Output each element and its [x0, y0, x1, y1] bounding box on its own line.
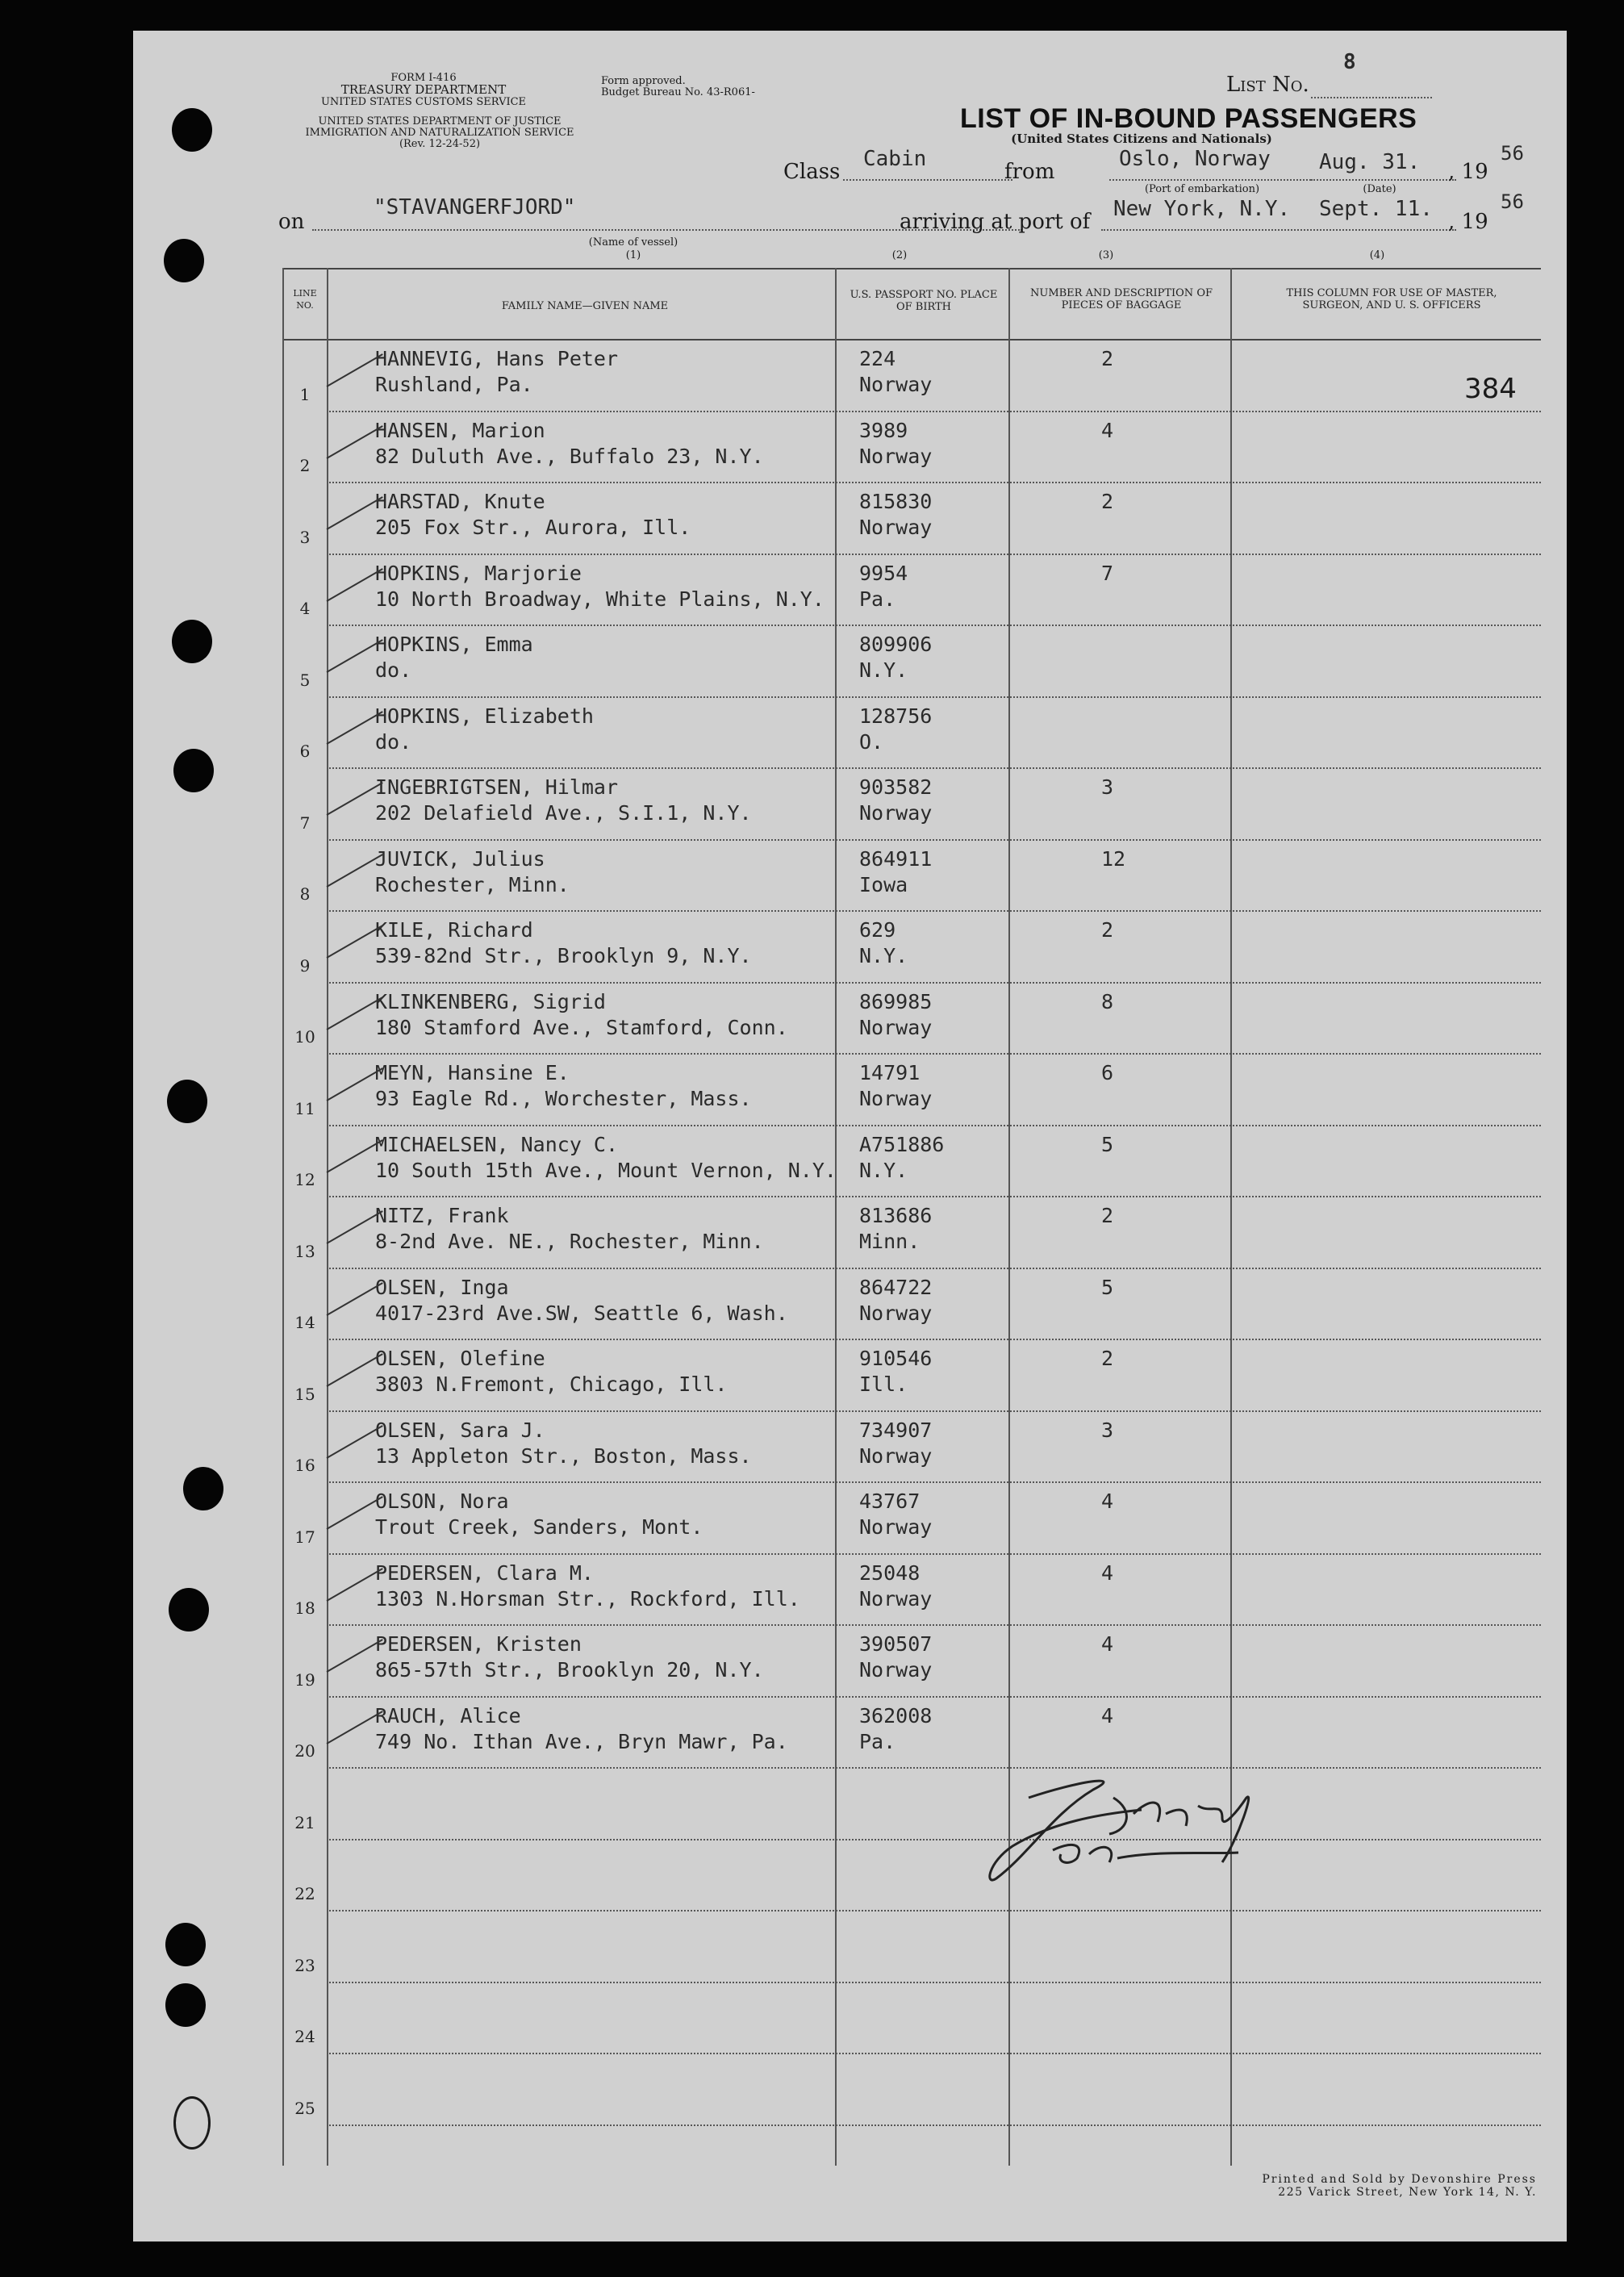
passport-number: 224 — [859, 347, 896, 370]
passenger-address: 3803 N.Fremont, Chicago, Ill. — [375, 1372, 728, 1396]
row-divider — [327, 554, 1541, 555]
line-number: 20 — [294, 1741, 315, 1761]
header-passport: U.S. PASSPORT NO. PLACE OF BIRTH — [850, 289, 998, 313]
passenger-address: 1303 N.Horsman Str., Rockford, Ill. — [375, 1586, 800, 1611]
row-divider — [327, 625, 1541, 626]
place-of-birth: Norway — [859, 1443, 933, 1468]
row-divider — [327, 482, 1541, 483]
place-of-birth: Pa. — [859, 1729, 896, 1753]
baggage-count: 4 — [1101, 1703, 1114, 1728]
row-divider — [327, 1053, 1541, 1055]
place-of-birth: Norway — [859, 516, 933, 539]
row-divider — [327, 411, 1541, 412]
arrival-year: 56 — [1501, 190, 1524, 213]
departure-date: Aug. 31. — [1319, 150, 1421, 174]
row-divider — [327, 1767, 1541, 1769]
passenger-address: 202 Delafield Ave., S.I.1, N.Y. — [375, 801, 752, 825]
arriving-label: arriving at port of — [900, 210, 1091, 234]
passenger-address: 82 Duluth Ave., Buffalo 23, N.Y. — [375, 444, 764, 468]
passenger-name: NITZ, Frank — [375, 1204, 509, 1227]
line-number: 7 — [299, 813, 311, 833]
line-number: 2 — [299, 456, 311, 475]
passenger-name: KLINKENBERG, Sigrid — [375, 989, 606, 1013]
row-divider — [327, 1339, 1541, 1340]
row-divider — [327, 1553, 1541, 1555]
line-number: 1 — [299, 384, 311, 404]
baggage-count: 2 — [1101, 490, 1114, 513]
budget-bureau: Budget Bureau No. 43-R061- — [601, 86, 755, 98]
passenger-name: OLSEN, Olefine — [375, 1347, 545, 1370]
header-name: FAMILY NAME—GIVEN NAME — [501, 300, 669, 312]
line-number: 14 — [294, 1313, 315, 1332]
footer-address: 225 Varick Street, New York 14, N. Y. — [1278, 2186, 1537, 2199]
line-number: 6 — [299, 742, 311, 761]
treasury-dept: TREASURY DEPARTMENT — [340, 82, 507, 97]
passenger-name: OLSON, Nora — [375, 1489, 509, 1513]
baggage-count: 5 — [1101, 1132, 1114, 1156]
passport-number: 815830 — [859, 490, 933, 513]
punch-hole — [173, 2096, 211, 2150]
passenger-address: 13 Appleton Str., Boston, Mass. — [375, 1443, 752, 1468]
customs-service: UNITED STATES CUSTOMS SERVICE — [320, 96, 527, 108]
line-number: 10 — [294, 1027, 315, 1047]
from-value: Oslo, Norway — [1119, 147, 1271, 171]
departure-date-line — [1311, 179, 1456, 181]
list-no-line — [1311, 97, 1432, 98]
row-divider — [327, 1696, 1541, 1698]
place-of-birth: Norway — [859, 1515, 933, 1539]
line-number: 13 — [294, 1241, 315, 1261]
from-label: from — [1004, 160, 1055, 184]
header-line-no: LINE NO. — [293, 288, 317, 311]
line-number: 22 — [294, 1884, 315, 1903]
baggage-count: 4 — [1101, 1632, 1114, 1656]
passport-number: 629 — [859, 918, 896, 942]
form-approved: Form approved. — [601, 75, 686, 87]
place-of-birth: N.Y. — [859, 658, 908, 682]
passenger-address: 10 South 15th Ave., Mount Vernon, N.Y. — [375, 1158, 837, 1182]
line-number: 15 — [294, 1384, 315, 1404]
passenger-address: 205 Fox Str., Aurora, Ill. — [375, 516, 691, 539]
place-of-birth: Norway — [859, 444, 933, 468]
line-number: 12 — [294, 1170, 315, 1189]
footer-printer: Printed and Sold by Devonshire Press — [1262, 2173, 1537, 2186]
punch-hole — [172, 620, 212, 663]
place-of-birth: Norway — [859, 1015, 933, 1039]
passenger-address: 10 North Broadway, White Plains, N.Y. — [375, 587, 825, 611]
passport-number: 734907 — [859, 1418, 933, 1442]
baggage-count: 2 — [1101, 1204, 1114, 1227]
passenger-name: HOPKINS, Emma — [375, 633, 533, 656]
row-divider — [327, 1910, 1541, 1911]
officers-col-number: (4) — [1369, 249, 1385, 261]
line-number: 4 — [299, 599, 311, 618]
passport-number: 3989 — [859, 418, 908, 442]
punch-hole — [165, 1923, 206, 1966]
year-prefix-2: , 19 — [1448, 210, 1488, 234]
place-of-birth: Norway — [859, 373, 933, 396]
passenger-name: MICHAELSEN, Nancy C. — [375, 1132, 619, 1156]
punch-hole — [167, 1080, 207, 1123]
arrival-port-line — [1101, 229, 1456, 231]
baggage-count: 4 — [1101, 1560, 1114, 1585]
passenger-name: INGEBRIGTSEN, Hilmar — [375, 775, 619, 799]
row-divider — [327, 2125, 1541, 2126]
port-embark-caption: (Port of embarkation) — [1144, 183, 1260, 195]
passport-number: 813686 — [859, 1204, 933, 1227]
line-number: 16 — [294, 1456, 315, 1475]
row-divider — [327, 1196, 1541, 1197]
passport-col-number: (2) — [891, 249, 908, 261]
baggage-count: 8 — [1101, 989, 1114, 1013]
passport-number: 903582 — [859, 775, 933, 799]
baggage-count: 4 — [1101, 418, 1114, 442]
table-header-border — [282, 339, 1541, 341]
place-of-birth: Norway — [859, 801, 933, 825]
passenger-address: 93 Eagle Rd., Worchester, Mass. — [375, 1087, 752, 1110]
passenger-address: Rushland, Pa. — [375, 373, 533, 396]
passenger-name: JUVICK, Julius — [375, 846, 545, 871]
line-number: 24 — [294, 2027, 315, 2046]
vessel-col-number: (1) — [625, 249, 641, 261]
header-baggage: NUMBER AND DESCRIPTION OF PIECES OF BAGGAGE — [1029, 287, 1213, 311]
baggage-count: 2 — [1101, 918, 1114, 942]
row-divider — [327, 1410, 1541, 1412]
passenger-address: 8-2nd Ave. NE., Rochester, Minn. — [375, 1230, 764, 1253]
passenger-address: 4017-23rd Ave.SW, Seattle 6, Wash. — [375, 1301, 788, 1325]
punch-hole — [169, 1588, 209, 1632]
baggage-count: 6 — [1101, 1061, 1114, 1084]
officer-note: 384 — [1464, 373, 1517, 405]
place-of-birth: Ill. — [859, 1372, 908, 1396]
baggage-count: 4 — [1101, 1489, 1114, 1513]
passenger-name: HOPKINS, Elizabeth — [375, 704, 594, 728]
line-number: 5 — [299, 670, 311, 690]
passport-number: 14791 — [859, 1061, 921, 1084]
line-number: 3 — [299, 527, 311, 547]
line-number: 17 — [294, 1527, 315, 1547]
passport-number: 864722 — [859, 1275, 933, 1299]
place-of-birth: N.Y. — [859, 944, 908, 967]
passenger-address: do. — [375, 658, 412, 682]
passport-number: 910546 — [859, 1347, 933, 1370]
immigration-service: IMMIGRATION AND NATURALIZATION SERVICE — [305, 127, 574, 139]
arrival-date: Sept. 11. — [1319, 197, 1433, 221]
document-subtitle: (United States Citizens and Nationals) — [1011, 132, 1272, 146]
place-of-birth: O. — [859, 729, 884, 754]
year-prefix: , 19 — [1448, 160, 1488, 184]
row-divider — [327, 2053, 1541, 2054]
passenger-name: OLSEN, Inga — [375, 1275, 509, 1299]
row-divider — [327, 910, 1541, 912]
baggage-col-number: (3) — [1098, 249, 1114, 261]
passport-number: 128756 — [859, 704, 933, 728]
baggage-count: 3 — [1101, 1418, 1114, 1442]
passenger-address: do. — [375, 729, 412, 754]
baggage-count: 5 — [1101, 1275, 1114, 1299]
passport-number: 362008 — [859, 1703, 933, 1728]
passenger-name: OLSEN, Sara J. — [375, 1418, 545, 1442]
passenger-name: HOPKINS, Marjorie — [375, 561, 582, 585]
row-divider — [327, 982, 1541, 984]
class-line — [843, 179, 1012, 181]
place-of-birth: Norway — [859, 1087, 933, 1110]
row-divider — [327, 1481, 1541, 1483]
passenger-address: Rochester, Minn. — [375, 872, 570, 896]
passenger-address: 749 No. Ithan Ave., Bryn Mawr, Pa. — [375, 1729, 788, 1753]
baggage-count: 2 — [1101, 1347, 1114, 1370]
row-divider — [327, 767, 1541, 769]
class-label: Class — [783, 160, 841, 184]
passenger-name: HANNEVIG, Hans Peter — [375, 347, 619, 370]
row-divider — [327, 696, 1541, 698]
passport-number: A751886 — [859, 1132, 945, 1156]
form-revision: (Rev. 12-24-52) — [399, 138, 481, 150]
passenger-name: PEDERSEN, Kristen — [375, 1632, 582, 1656]
passport-number: 809906 — [859, 633, 933, 656]
place-of-birth: Norway — [859, 1658, 933, 1682]
passenger-address: Trout Creek, Sanders, Mont. — [375, 1515, 703, 1539]
baggage-count: 3 — [1101, 775, 1114, 799]
arrival-port: New York, N.Y. — [1113, 197, 1291, 221]
punch-hole — [183, 1467, 223, 1510]
place-of-birth: Iowa — [859, 872, 908, 896]
passport-number: 864911 — [859, 846, 933, 871]
table-left-border — [282, 268, 284, 2166]
line-number: 23 — [294, 1955, 315, 1975]
line-number: 25 — [294, 2098, 315, 2118]
punch-hole — [173, 749, 214, 792]
manifest-sheet — [133, 31, 1567, 2241]
row-divider — [327, 1982, 1541, 1983]
place-of-birth: Norway — [859, 1301, 933, 1325]
departure-year: 56 — [1501, 142, 1524, 165]
line-number: 9 — [299, 955, 311, 976]
justice-dept: UNITED STATES DEPARTMENT OF JUSTICE — [318, 115, 562, 127]
place-of-birth: Pa. — [859, 587, 896, 611]
passenger-name: MEYN, Hansine E. — [375, 1061, 570, 1084]
row-divider — [327, 839, 1541, 841]
passport-number: 43767 — [859, 1489, 921, 1513]
vessel-name: "STAVANGERFJORD" — [374, 195, 576, 219]
line-number: 11 — [294, 1098, 315, 1118]
line-number: 8 — [299, 884, 311, 904]
baggage-count: 12 — [1101, 846, 1126, 871]
row-divider — [327, 1624, 1541, 1626]
line-number: 21 — [294, 1812, 315, 1832]
passport-number: 869985 — [859, 989, 933, 1013]
document-title: LIST OF IN-BOUND PASSENGERS — [960, 103, 1417, 134]
punch-hole — [165, 1983, 206, 2027]
table-top-border — [282, 268, 1541, 269]
passenger-name: KILE, Richard — [375, 918, 533, 942]
passenger-name: RAUCH, Alice — [375, 1703, 521, 1728]
on-label: on — [278, 210, 305, 234]
header-officers: THIS COLUMN FOR USE OF MASTER, SURGEON, AND U. S. OFFICERS — [1286, 287, 1497, 311]
passport-number: 25048 — [859, 1560, 921, 1585]
date-caption: (Date) — [1363, 183, 1396, 195]
passport-number: 390507 — [859, 1632, 933, 1656]
baggage-count: 7 — [1101, 561, 1114, 585]
baggage-count: 2 — [1101, 347, 1114, 370]
list-no-value: 8 — [1343, 50, 1356, 74]
passenger-address: 180 Stamford Ave., Stamford, Conn. — [375, 1015, 788, 1039]
row-divider — [327, 1125, 1541, 1126]
row-divider — [327, 1839, 1541, 1840]
list-no-label: List No. — [1226, 73, 1309, 97]
signature — [980, 1765, 1303, 1895]
passenger-address: 539-82nd Str., Brooklyn 9, N.Y. — [375, 944, 752, 967]
line-number: 18 — [294, 1598, 315, 1618]
place-of-birth: Norway — [859, 1586, 933, 1611]
punch-hole — [164, 239, 204, 282]
form-id: FORM I-416 — [390, 72, 457, 84]
vessel-caption: (Name of vessel) — [588, 236, 678, 249]
place-of-birth: Minn. — [859, 1230, 921, 1253]
row-divider — [327, 1268, 1541, 1269]
passenger-address: 865-57th Str., Brooklyn 20, N.Y. — [375, 1658, 764, 1682]
place-of-birth: N.Y. — [859, 1158, 908, 1182]
passenger-name: PEDERSEN, Clara M. — [375, 1560, 594, 1585]
class-value: Cabin — [863, 147, 927, 171]
line-number: 19 — [294, 1669, 315, 1690]
from-line — [1109, 179, 1311, 181]
passenger-name: HANSEN, Marion — [375, 418, 545, 442]
passenger-name: HARSTAD, Knute — [375, 490, 545, 513]
punch-hole — [172, 108, 212, 152]
passport-number: 9954 — [859, 561, 908, 585]
